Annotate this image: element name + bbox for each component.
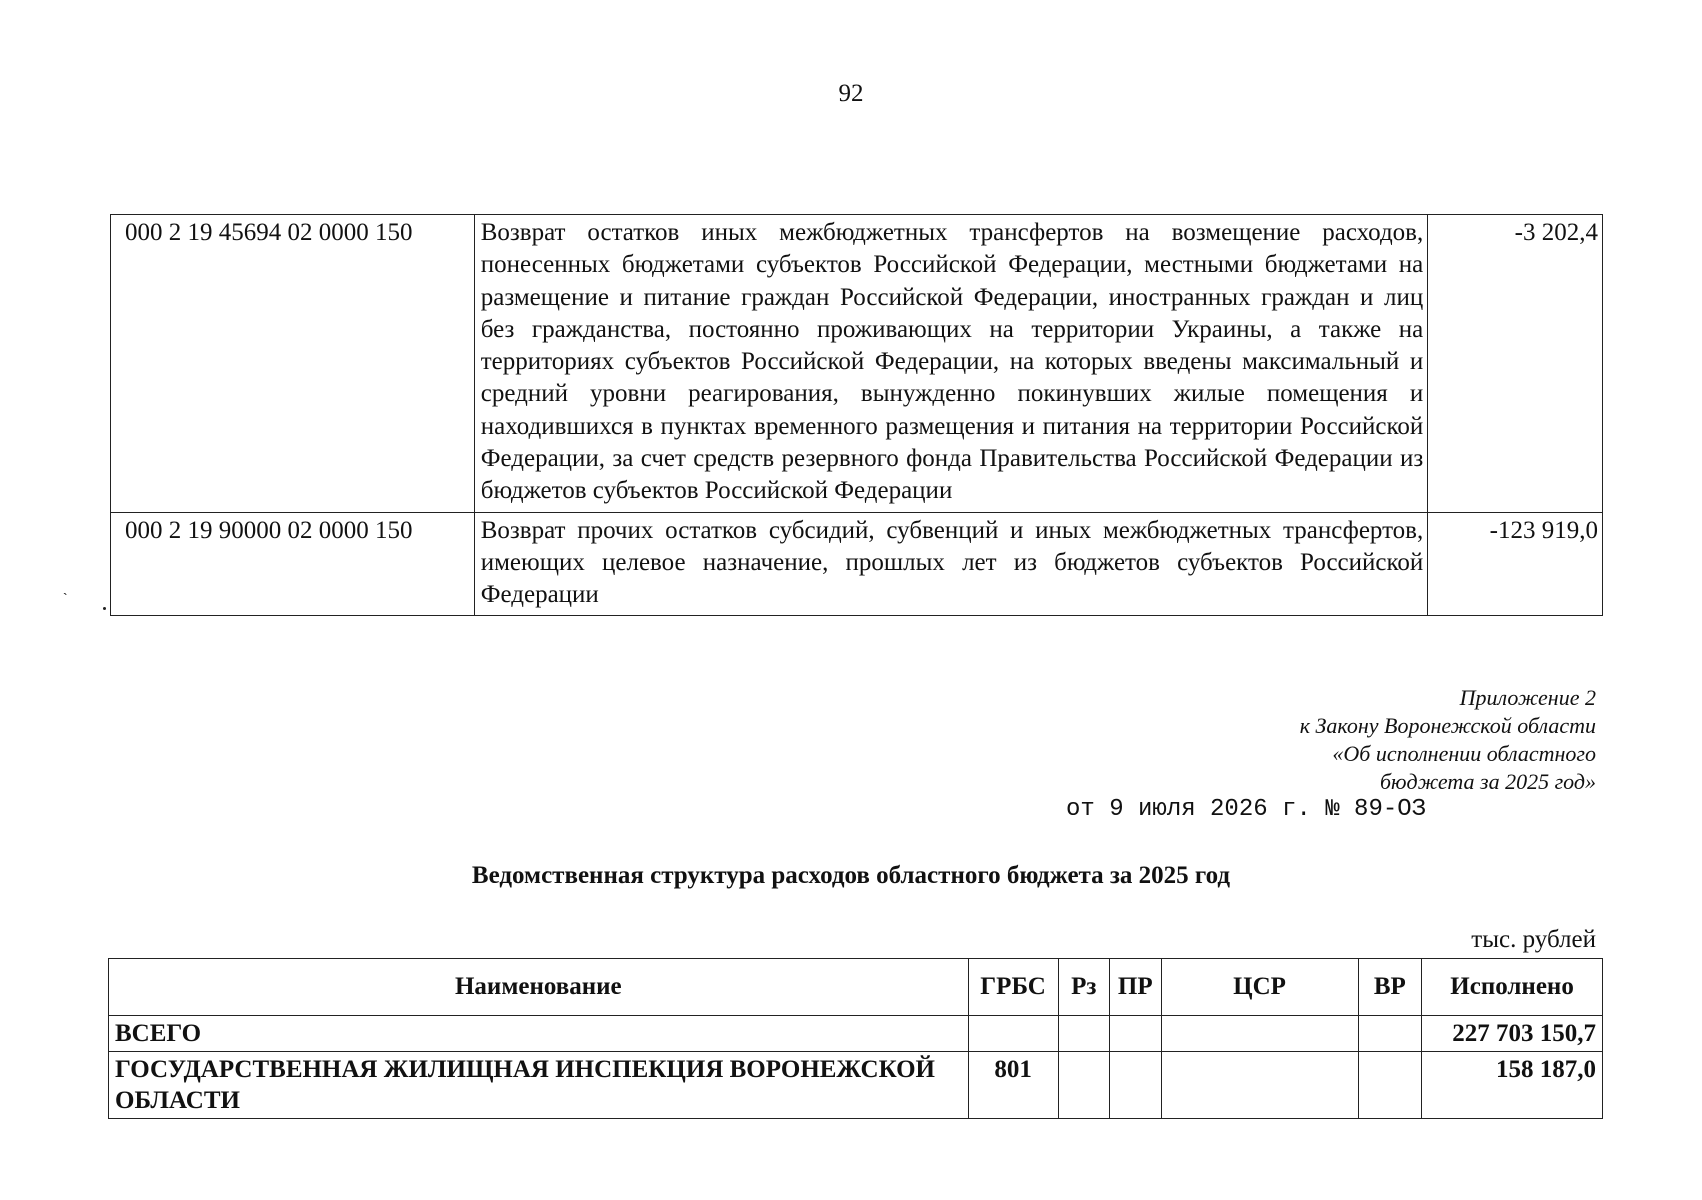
- done-cell: 227 703 150,7: [1422, 1016, 1603, 1052]
- done-cell: 158 187,0: [1422, 1052, 1603, 1119]
- amount-cell: -3 202,4: [1428, 215, 1603, 513]
- table-row: [109, 1016, 1603, 1052]
- csr-cell: [1161, 1052, 1358, 1119]
- description-cell: Возврат прочих остатков субсидий, субвенций и иных межбюджетных трансфертов, имеющих целевое назначение, прошлых лет из бюджетов субъектов Российской Федерации: [474, 512, 1428, 615]
- header-rz: Рз: [1058, 959, 1110, 1016]
- rz-cell: [1058, 1016, 1110, 1052]
- document-title: Ведомственная структура расходов областного бюджета за 2025 год: [471, 862, 1231, 889]
- description-cell: Возврат остатков иных межбюджетных трансфертов на возмещение расходов, понесенных бюджетами субъектов Российской Федерации, местными бюджетами на размещение и питание граждан Российской Федерации, иностранных граждан и лиц без гражданства, постоянно проживающих на территории Украины, а также на территориях субъектов Российской Федерации, на которых введены максимальный и средний уровни реагирования, вынужденно покинувших жилые помещения и находившихся в пунктах временного размещения и питания на территории Российской Федерации, за счет средств резервного фонда Правительства Российской Федерации из бюджетов субъектов Российской Федерации: [474, 215, 1428, 513]
- table-row: [111, 215, 1603, 513]
- table-row: [109, 1052, 1603, 1119]
- units-label: тыс. рублей: [1471, 926, 1596, 953]
- budget-code-cell: 000 2 19 45694 02 0000 150: [111, 215, 475, 513]
- csr-cell: [1161, 1016, 1358, 1052]
- amount-cell: -123 919,0: [1428, 512, 1603, 615]
- header-name: Наименование: [109, 959, 969, 1016]
- name-cell: ВСЕГО: [109, 1016, 969, 1052]
- scan-dot: [103, 607, 106, 610]
- vr-cell: [1358, 1052, 1422, 1119]
- header-done: Исполнено: [1422, 959, 1603, 1016]
- appendix-line: бюджета за 2025 год»: [1379, 769, 1596, 794]
- budget-code-cell: 000 2 19 90000 02 0000 150: [111, 512, 475, 615]
- header-grbs: ГРБС: [968, 959, 1058, 1016]
- pr-cell: [1110, 1052, 1162, 1119]
- income-returns-table: [110, 214, 1603, 616]
- scan-mark: `: [63, 590, 68, 606]
- header-csr: ЦСР: [1161, 959, 1358, 1016]
- name-cell: ГОСУДАРСТВЕННАЯ ЖИЛИЩНАЯ ИНСПЕКЦИЯ ВОРОНЕЖСКОЙ ОБЛАСТИ: [109, 1052, 969, 1119]
- rz-cell: [1058, 1052, 1110, 1119]
- header-vr: ВР: [1358, 959, 1422, 1016]
- pr-cell: [1110, 1016, 1162, 1052]
- appendix-header: [1300, 684, 1596, 796]
- approval-stamp-text: от 9 июля 2026 г. № 89-ОЗ: [1066, 796, 1427, 823]
- header-pr: ПР: [1110, 959, 1162, 1016]
- expense-structure-table: [108, 958, 1603, 1119]
- page-number: 92: [838, 80, 864, 107]
- vr-cell: [1358, 1016, 1422, 1052]
- table-header-row: [109, 959, 1603, 1016]
- appendix-line: «Об исполнении областного: [1332, 741, 1596, 766]
- grbs-cell: [968, 1016, 1058, 1052]
- appendix-line: к Закону Воронежской области: [1299, 713, 1596, 738]
- table-row: [111, 512, 1603, 615]
- appendix-line: Приложение 2: [1459, 685, 1596, 710]
- grbs-cell: 801: [968, 1052, 1058, 1119]
